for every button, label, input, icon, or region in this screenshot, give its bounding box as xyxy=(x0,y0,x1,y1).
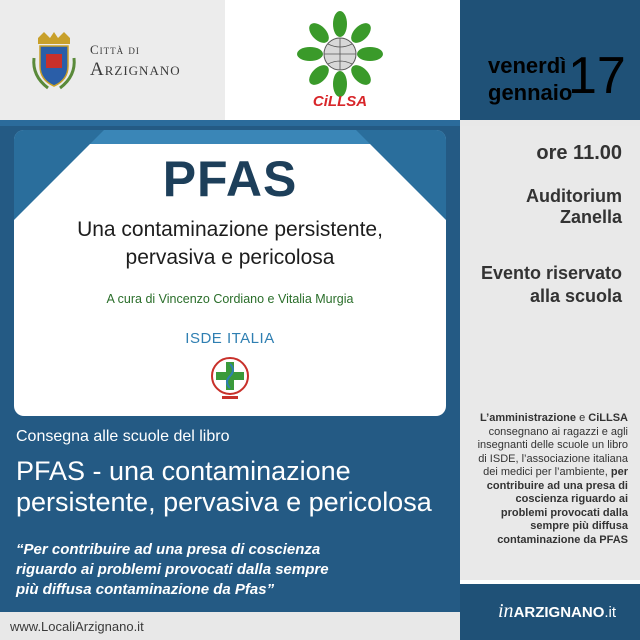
event-weekday-month xyxy=(488,52,573,106)
main-title xyxy=(16,456,456,518)
book-title: PFAS xyxy=(162,151,298,207)
main-kicker: Consegna alle scuole del libro xyxy=(16,428,230,445)
main-quote-line3: più diffusa contaminazione da Pfas” xyxy=(16,581,275,598)
event-venue: Auditorium Zanella xyxy=(526,186,622,227)
city-prefix: Città di xyxy=(90,42,140,57)
event-note-line2: alla scuola xyxy=(529,286,622,306)
main-quote xyxy=(16,540,456,600)
main-quote-line2: riguardo ai problemi provocati dalla sempre xyxy=(16,561,329,578)
brand-prefix: in xyxy=(498,600,514,622)
city-name: Arzignano xyxy=(90,59,181,80)
event-time: ore 11.00 xyxy=(536,142,622,164)
brand-name: ARZIGNANO xyxy=(513,604,605,621)
main-title-line1: PFAS - una contaminazione xyxy=(16,456,351,486)
book-editors: A cura di Vincenzo Cordiano e Vitalia Murgia xyxy=(106,292,354,306)
book-subtitle-line2: pervasiva e pericolosa xyxy=(125,246,335,269)
website-link[interactable]: www.LocaliArzignano.it xyxy=(10,619,144,634)
main-title-line2: persistente, pervasiva e pericolosa xyxy=(16,487,432,517)
event-description: L’amministrazione e CiLLSA consegnano ai ragazzi e agli insegnanti delle scuole un libro di ISDE, l’associazione italiana dei medici per l’ambiente, per contribuire ad una presa di coscienza riguardo ai problemi provocati dalla sempre più diffusa contaminazione da PFAS xyxy=(477,412,628,546)
event-weekday: venerdì xyxy=(488,53,567,78)
event-note xyxy=(470,262,622,308)
book-publisher: ISDE ITALIA xyxy=(185,330,275,347)
event-day-number: 17 xyxy=(568,47,626,105)
cillsa-logo-icon xyxy=(295,10,385,110)
city-crest-icon xyxy=(30,28,78,92)
isde-logo-icon xyxy=(210,356,250,402)
brand-logo[interactable] xyxy=(498,600,616,623)
event-month: gennaio xyxy=(488,80,573,105)
brand-suffix: .it xyxy=(604,604,617,621)
cillsa-logo-text: CiLLSA xyxy=(312,93,368,110)
event-note-line1: Evento riservato xyxy=(480,263,622,283)
book-cover xyxy=(14,130,446,416)
main-quote-line1: “Per contribuire ad una presa di coscienza xyxy=(16,541,321,558)
book-subtitle-line1: Una contaminazione persistente, xyxy=(77,218,383,241)
city-name-block xyxy=(90,42,181,81)
